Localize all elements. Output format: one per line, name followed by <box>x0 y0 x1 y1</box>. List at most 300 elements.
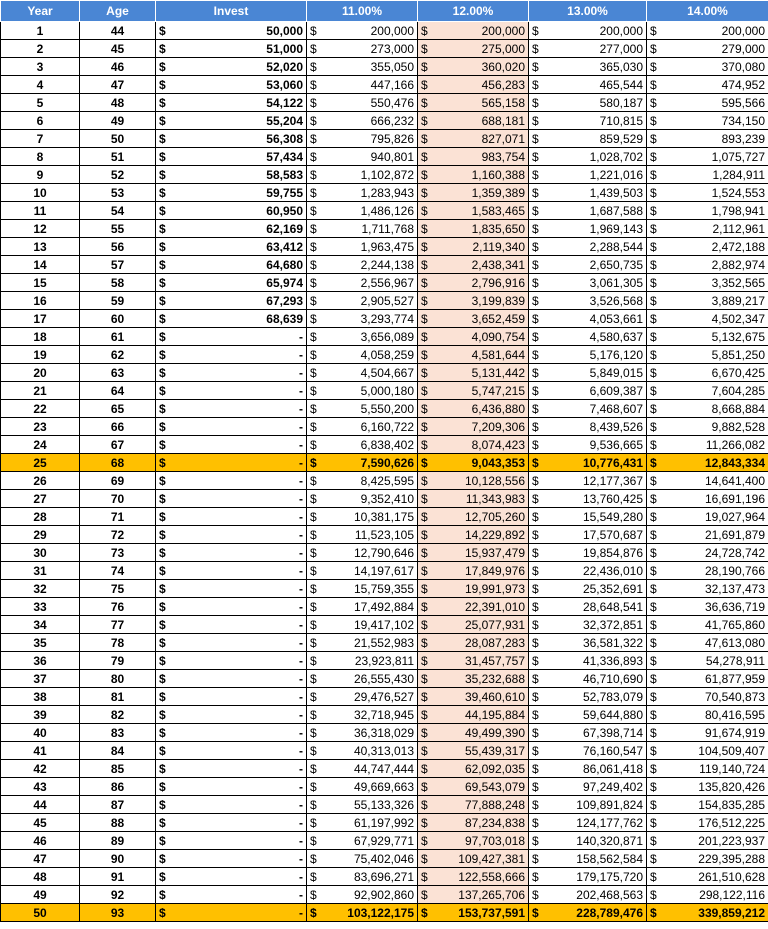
cell-year[interactable]: 23 <box>1 418 80 436</box>
cell-age[interactable]: 66 <box>80 418 156 436</box>
cell-age[interactable]: 48 <box>80 94 156 112</box>
cell-year[interactable]: 11 <box>1 202 80 220</box>
cell-rate-12[interactable] <box>418 760 529 778</box>
cell-year[interactable]: 39 <box>1 706 80 724</box>
cell-year[interactable]: 21 <box>1 382 80 400</box>
cell-age[interactable]: 47 <box>80 76 156 94</box>
cell-year[interactable]: 10 <box>1 184 80 202</box>
cell-rate-12[interactable] <box>418 328 529 346</box>
cell-invest[interactable] <box>156 778 307 796</box>
cell-rate-12[interactable] <box>418 706 529 724</box>
cell-rate-12[interactable] <box>418 670 529 688</box>
cell-rate-14[interactable] <box>647 166 768 184</box>
cell-year[interactable]: 41 <box>1 742 80 760</box>
cell-invest[interactable] <box>156 544 307 562</box>
cell-rate-13[interactable] <box>529 328 647 346</box>
cell-rate-14[interactable] <box>647 292 768 310</box>
cell-rate-13[interactable] <box>529 490 647 508</box>
cell-rate-11[interactable] <box>307 526 418 544</box>
cell-rate-12[interactable] <box>418 346 529 364</box>
cell-rate-13[interactable] <box>529 724 647 742</box>
cell-year[interactable]: 50 <box>1 904 80 922</box>
cell-rate-11[interactable] <box>307 112 418 130</box>
cell-invest[interactable] <box>156 688 307 706</box>
cell-rate-11[interactable] <box>307 616 418 634</box>
cell-year[interactable]: 24 <box>1 436 80 454</box>
cell-rate-14[interactable] <box>647 58 768 76</box>
cell-rate-13[interactable] <box>529 634 647 652</box>
cell-rate-12[interactable] <box>418 814 529 832</box>
cell-year[interactable]: 34 <box>1 616 80 634</box>
cell-rate-11[interactable] <box>307 832 418 850</box>
cell-rate-11[interactable] <box>307 868 418 886</box>
cell-invest[interactable] <box>156 112 307 130</box>
cell-rate-12[interactable] <box>418 382 529 400</box>
cell-year[interactable]: 31 <box>1 562 80 580</box>
header-invest[interactable]: Invest <box>156 1 307 22</box>
cell-year[interactable]: 49 <box>1 886 80 904</box>
cell-rate-12[interactable] <box>418 652 529 670</box>
cell-rate-13[interactable] <box>529 850 647 868</box>
cell-rate-13[interactable] <box>529 544 647 562</box>
cell-invest[interactable] <box>156 814 307 832</box>
cell-rate-11[interactable] <box>307 364 418 382</box>
cell-rate-14[interactable] <box>647 148 768 166</box>
cell-age[interactable]: 60 <box>80 310 156 328</box>
cell-year[interactable]: 29 <box>1 526 80 544</box>
cell-invest[interactable] <box>156 22 307 40</box>
cell-invest[interactable] <box>156 202 307 220</box>
cell-rate-12[interactable] <box>418 562 529 580</box>
cell-rate-11[interactable] <box>307 310 418 328</box>
cell-rate-11[interactable] <box>307 760 418 778</box>
cell-year[interactable]: 14 <box>1 256 80 274</box>
cell-year[interactable]: 8 <box>1 148 80 166</box>
cell-year[interactable]: 15 <box>1 274 80 292</box>
cell-rate-13[interactable] <box>529 274 647 292</box>
cell-rate-14[interactable] <box>647 328 768 346</box>
cell-rate-12[interactable] <box>418 850 529 868</box>
cell-year[interactable]: 12 <box>1 220 80 238</box>
cell-rate-13[interactable] <box>529 526 647 544</box>
cell-rate-13[interactable] <box>529 472 647 490</box>
cell-rate-14[interactable] <box>647 832 768 850</box>
cell-rate-11[interactable] <box>307 670 418 688</box>
cell-year[interactable]: 13 <box>1 238 80 256</box>
cell-rate-12[interactable] <box>418 742 529 760</box>
cell-rate-13[interactable] <box>529 598 647 616</box>
cell-age[interactable]: 76 <box>80 598 156 616</box>
cell-rate-13[interactable] <box>529 202 647 220</box>
cell-age[interactable]: 63 <box>80 364 156 382</box>
cell-rate-14[interactable] <box>647 94 768 112</box>
cell-rate-14[interactable] <box>647 886 768 904</box>
cell-year[interactable]: 22 <box>1 400 80 418</box>
cell-rate-14[interactable] <box>647 904 768 922</box>
cell-age[interactable]: 92 <box>80 886 156 904</box>
cell-age[interactable]: 81 <box>80 688 156 706</box>
cell-rate-14[interactable] <box>647 346 768 364</box>
cell-rate-12[interactable] <box>418 544 529 562</box>
cell-year[interactable]: 26 <box>1 472 80 490</box>
cell-rate-13[interactable] <box>529 58 647 76</box>
cell-invest[interactable] <box>156 274 307 292</box>
cell-rate-11[interactable] <box>307 22 418 40</box>
cell-rate-12[interactable] <box>418 76 529 94</box>
cell-invest[interactable] <box>156 256 307 274</box>
cell-age[interactable]: 65 <box>80 400 156 418</box>
header-rate-14[interactable]: 14.00% <box>647 1 768 22</box>
cell-invest[interactable] <box>156 508 307 526</box>
cell-rate-12[interactable] <box>418 94 529 112</box>
cell-rate-12[interactable] <box>418 202 529 220</box>
cell-rate-11[interactable] <box>307 382 418 400</box>
cell-rate-12[interactable] <box>418 580 529 598</box>
cell-year[interactable]: 43 <box>1 778 80 796</box>
cell-rate-13[interactable] <box>529 904 647 922</box>
cell-rate-11[interactable] <box>307 562 418 580</box>
cell-rate-14[interactable] <box>647 274 768 292</box>
cell-rate-14[interactable] <box>647 220 768 238</box>
cell-rate-12[interactable] <box>418 220 529 238</box>
cell-rate-14[interactable] <box>647 472 768 490</box>
cell-rate-12[interactable] <box>418 904 529 922</box>
cell-age[interactable]: 64 <box>80 382 156 400</box>
cell-rate-14[interactable] <box>647 418 768 436</box>
cell-year[interactable]: 47 <box>1 850 80 868</box>
cell-rate-11[interactable] <box>307 886 418 904</box>
cell-rate-11[interactable] <box>307 94 418 112</box>
cell-rate-11[interactable] <box>307 544 418 562</box>
cell-year[interactable]: 45 <box>1 814 80 832</box>
cell-rate-13[interactable] <box>529 832 647 850</box>
cell-rate-14[interactable] <box>647 382 768 400</box>
cell-rate-14[interactable] <box>647 40 768 58</box>
cell-rate-12[interactable] <box>418 130 529 148</box>
cell-rate-11[interactable] <box>307 472 418 490</box>
cell-invest[interactable] <box>156 796 307 814</box>
cell-year[interactable]: 40 <box>1 724 80 742</box>
cell-year[interactable]: 36 <box>1 652 80 670</box>
cell-invest[interactable] <box>156 310 307 328</box>
cell-year[interactable]: 33 <box>1 598 80 616</box>
cell-rate-13[interactable] <box>529 814 647 832</box>
cell-age[interactable]: 54 <box>80 202 156 220</box>
cell-rate-13[interactable] <box>529 508 647 526</box>
cell-rate-11[interactable] <box>307 40 418 58</box>
cell-rate-11[interactable] <box>307 238 418 256</box>
cell-rate-11[interactable] <box>307 148 418 166</box>
cell-rate-11[interactable] <box>307 598 418 616</box>
cell-age[interactable]: 70 <box>80 490 156 508</box>
cell-rate-14[interactable] <box>647 652 768 670</box>
cell-rate-11[interactable] <box>307 490 418 508</box>
cell-invest[interactable] <box>156 382 307 400</box>
cell-rate-14[interactable] <box>647 526 768 544</box>
header-rate-13[interactable]: 13.00% <box>529 1 647 22</box>
cell-year[interactable]: 48 <box>1 868 80 886</box>
cell-rate-13[interactable] <box>529 364 647 382</box>
cell-rate-12[interactable] <box>418 40 529 58</box>
cell-year[interactable]: 7 <box>1 130 80 148</box>
cell-invest[interactable] <box>156 868 307 886</box>
cell-rate-14[interactable] <box>647 760 768 778</box>
cell-rate-13[interactable] <box>529 220 647 238</box>
cell-age[interactable]: 57 <box>80 256 156 274</box>
cell-rate-12[interactable] <box>418 778 529 796</box>
cell-rate-12[interactable] <box>418 58 529 76</box>
cell-rate-12[interactable] <box>418 418 529 436</box>
cell-rate-14[interactable] <box>647 256 768 274</box>
cell-rate-12[interactable] <box>418 364 529 382</box>
cell-invest[interactable] <box>156 904 307 922</box>
cell-rate-11[interactable] <box>307 202 418 220</box>
cell-age[interactable]: 46 <box>80 58 156 76</box>
cell-year[interactable]: 19 <box>1 346 80 364</box>
cell-rate-12[interactable] <box>418 724 529 742</box>
cell-rate-11[interactable] <box>307 454 418 472</box>
cell-rate-14[interactable] <box>647 616 768 634</box>
cell-invest[interactable] <box>156 616 307 634</box>
cell-rate-13[interactable] <box>529 382 647 400</box>
cell-age[interactable]: 84 <box>80 742 156 760</box>
cell-rate-11[interactable] <box>307 256 418 274</box>
cell-year[interactable]: 17 <box>1 310 80 328</box>
cell-age[interactable]: 49 <box>80 112 156 130</box>
cell-year[interactable]: 28 <box>1 508 80 526</box>
cell-age[interactable]: 61 <box>80 328 156 346</box>
cell-rate-11[interactable] <box>307 904 418 922</box>
cell-rate-13[interactable] <box>529 670 647 688</box>
cell-invest[interactable] <box>156 292 307 310</box>
cell-rate-12[interactable] <box>418 148 529 166</box>
cell-invest[interactable] <box>156 706 307 724</box>
cell-rate-11[interactable] <box>307 814 418 832</box>
cell-invest[interactable] <box>156 724 307 742</box>
cell-rate-11[interactable] <box>307 706 418 724</box>
cell-invest[interactable] <box>156 220 307 238</box>
cell-invest[interactable] <box>156 364 307 382</box>
cell-rate-13[interactable] <box>529 616 647 634</box>
cell-rate-13[interactable] <box>529 562 647 580</box>
cell-rate-13[interactable] <box>529 436 647 454</box>
cell-rate-14[interactable] <box>647 400 768 418</box>
cell-age[interactable]: 55 <box>80 220 156 238</box>
cell-age[interactable]: 78 <box>80 634 156 652</box>
header-year[interactable]: Year <box>1 1 80 22</box>
cell-invest[interactable] <box>156 634 307 652</box>
cell-rate-12[interactable] <box>418 184 529 202</box>
cell-age[interactable]: 71 <box>80 508 156 526</box>
cell-age[interactable]: 87 <box>80 796 156 814</box>
cell-invest[interactable] <box>156 454 307 472</box>
cell-invest[interactable] <box>156 526 307 544</box>
cell-rate-11[interactable] <box>307 436 418 454</box>
cell-age[interactable]: 44 <box>80 22 156 40</box>
cell-rate-14[interactable] <box>647 598 768 616</box>
cell-age[interactable]: 51 <box>80 148 156 166</box>
cell-rate-11[interactable] <box>307 724 418 742</box>
cell-invest[interactable] <box>156 490 307 508</box>
cell-age[interactable]: 50 <box>80 130 156 148</box>
cell-rate-13[interactable] <box>529 148 647 166</box>
cell-rate-12[interactable] <box>418 274 529 292</box>
cell-rate-12[interactable] <box>418 112 529 130</box>
cell-rate-13[interactable] <box>529 868 647 886</box>
cell-rate-11[interactable] <box>307 76 418 94</box>
cell-rate-12[interactable] <box>418 22 529 40</box>
cell-rate-11[interactable] <box>307 58 418 76</box>
cell-rate-12[interactable] <box>418 688 529 706</box>
cell-rate-11[interactable] <box>307 634 418 652</box>
cell-invest[interactable] <box>156 670 307 688</box>
cell-year[interactable]: 38 <box>1 688 80 706</box>
cell-rate-11[interactable] <box>307 328 418 346</box>
cell-rate-13[interactable] <box>529 40 647 58</box>
cell-rate-11[interactable] <box>307 742 418 760</box>
cell-rate-12[interactable] <box>418 490 529 508</box>
cell-year[interactable]: 25 <box>1 454 80 472</box>
cell-age[interactable]: 85 <box>80 760 156 778</box>
cell-invest[interactable] <box>156 580 307 598</box>
cell-rate-14[interactable] <box>647 562 768 580</box>
cell-rate-12[interactable] <box>418 868 529 886</box>
cell-year[interactable]: 4 <box>1 76 80 94</box>
header-rate-11[interactable]: 11.00% <box>307 1 418 22</box>
cell-rate-14[interactable] <box>647 796 768 814</box>
cell-rate-12[interactable] <box>418 238 529 256</box>
cell-rate-13[interactable] <box>529 778 647 796</box>
cell-age[interactable]: 88 <box>80 814 156 832</box>
cell-year[interactable]: 18 <box>1 328 80 346</box>
cell-year[interactable]: 16 <box>1 292 80 310</box>
cell-age[interactable]: 56 <box>80 238 156 256</box>
cell-rate-13[interactable] <box>529 742 647 760</box>
cell-rate-13[interactable] <box>529 400 647 418</box>
cell-age[interactable]: 83 <box>80 724 156 742</box>
cell-age[interactable]: 62 <box>80 346 156 364</box>
cell-rate-13[interactable] <box>529 796 647 814</box>
cell-rate-11[interactable] <box>307 130 418 148</box>
cell-age[interactable]: 45 <box>80 40 156 58</box>
cell-rate-14[interactable] <box>647 868 768 886</box>
cell-rate-13[interactable] <box>529 22 647 40</box>
cell-rate-14[interactable] <box>647 112 768 130</box>
cell-invest[interactable] <box>156 166 307 184</box>
cell-rate-11[interactable] <box>307 580 418 598</box>
cell-rate-14[interactable] <box>647 544 768 562</box>
cell-year[interactable]: 37 <box>1 670 80 688</box>
header-rate-12[interactable]: 12.00% <box>418 1 529 22</box>
cell-age[interactable]: 72 <box>80 526 156 544</box>
cell-rate-12[interactable] <box>418 598 529 616</box>
cell-rate-14[interactable] <box>647 364 768 382</box>
cell-invest[interactable] <box>156 832 307 850</box>
cell-age[interactable]: 91 <box>80 868 156 886</box>
cell-year[interactable]: 6 <box>1 112 80 130</box>
cell-rate-14[interactable] <box>647 850 768 868</box>
cell-age[interactable]: 73 <box>80 544 156 562</box>
cell-rate-11[interactable] <box>307 778 418 796</box>
cell-year[interactable]: 2 <box>1 40 80 58</box>
cell-year[interactable]: 5 <box>1 94 80 112</box>
cell-rate-14[interactable] <box>647 310 768 328</box>
cell-invest[interactable] <box>156 76 307 94</box>
cell-year[interactable]: 3 <box>1 58 80 76</box>
cell-year[interactable]: 42 <box>1 760 80 778</box>
cell-rate-12[interactable] <box>418 886 529 904</box>
cell-rate-14[interactable] <box>647 724 768 742</box>
cell-rate-12[interactable] <box>418 796 529 814</box>
cell-rate-13[interactable] <box>529 238 647 256</box>
cell-invest[interactable] <box>156 238 307 256</box>
cell-invest[interactable] <box>156 130 307 148</box>
cell-invest[interactable] <box>156 400 307 418</box>
cell-rate-12[interactable] <box>418 436 529 454</box>
cell-rate-12[interactable] <box>418 616 529 634</box>
cell-rate-14[interactable] <box>647 184 768 202</box>
cell-year[interactable]: 35 <box>1 634 80 652</box>
cell-invest[interactable] <box>156 184 307 202</box>
cell-invest[interactable] <box>156 742 307 760</box>
cell-age[interactable]: 58 <box>80 274 156 292</box>
cell-rate-13[interactable] <box>529 652 647 670</box>
cell-rate-14[interactable] <box>647 688 768 706</box>
cell-rate-11[interactable] <box>307 688 418 706</box>
cell-age[interactable]: 82 <box>80 706 156 724</box>
cell-age[interactable]: 53 <box>80 184 156 202</box>
cell-rate-13[interactable] <box>529 112 647 130</box>
cell-rate-13[interactable] <box>529 688 647 706</box>
cell-age[interactable]: 69 <box>80 472 156 490</box>
cell-age[interactable]: 74 <box>80 562 156 580</box>
cell-year[interactable]: 9 <box>1 166 80 184</box>
cell-invest[interactable] <box>156 886 307 904</box>
cell-rate-14[interactable] <box>647 778 768 796</box>
cell-rate-11[interactable] <box>307 508 418 526</box>
cell-rate-14[interactable] <box>647 76 768 94</box>
cell-invest[interactable] <box>156 850 307 868</box>
cell-age[interactable]: 89 <box>80 832 156 850</box>
cell-rate-12[interactable] <box>418 454 529 472</box>
cell-year[interactable]: 46 <box>1 832 80 850</box>
cell-rate-11[interactable] <box>307 184 418 202</box>
cell-rate-11[interactable] <box>307 292 418 310</box>
cell-invest[interactable] <box>156 418 307 436</box>
cell-rate-14[interactable] <box>647 238 768 256</box>
cell-rate-11[interactable] <box>307 166 418 184</box>
cell-invest[interactable] <box>156 94 307 112</box>
cell-rate-12[interactable] <box>418 256 529 274</box>
cell-age[interactable]: 90 <box>80 850 156 868</box>
cell-rate-13[interactable] <box>529 76 647 94</box>
cell-age[interactable]: 59 <box>80 292 156 310</box>
cell-invest[interactable] <box>156 58 307 76</box>
cell-rate-14[interactable] <box>647 634 768 652</box>
cell-rate-14[interactable] <box>647 490 768 508</box>
cell-rate-13[interactable] <box>529 310 647 328</box>
cell-year[interactable]: 44 <box>1 796 80 814</box>
cell-year[interactable]: 27 <box>1 490 80 508</box>
cell-rate-11[interactable] <box>307 796 418 814</box>
cell-rate-14[interactable] <box>647 454 768 472</box>
cell-rate-13[interactable] <box>529 292 647 310</box>
cell-rate-11[interactable] <box>307 850 418 868</box>
cell-rate-13[interactable] <box>529 886 647 904</box>
cell-rate-13[interactable] <box>529 706 647 724</box>
cell-rate-13[interactable] <box>529 346 647 364</box>
cell-rate-11[interactable] <box>307 220 418 238</box>
